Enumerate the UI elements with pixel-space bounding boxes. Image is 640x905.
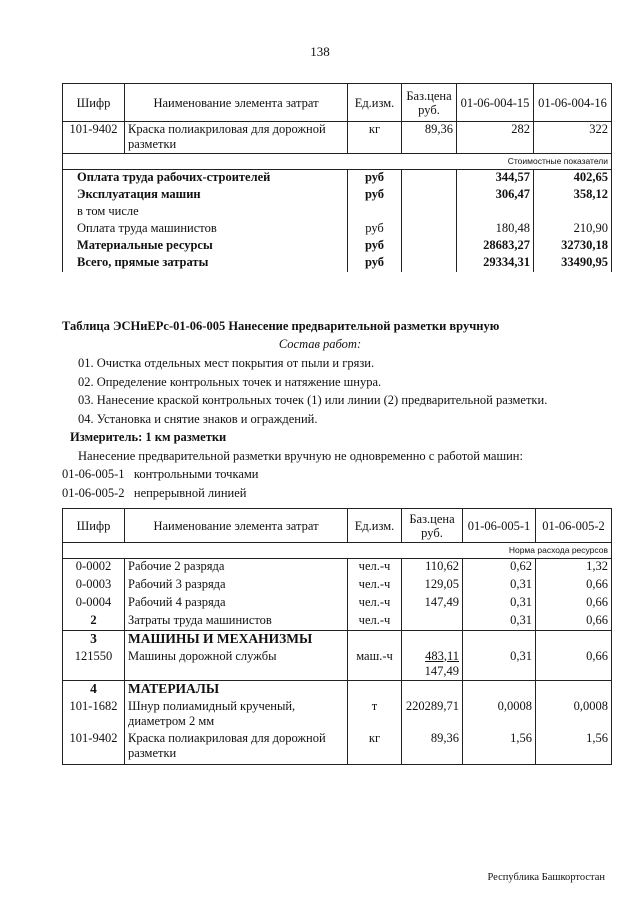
material-unit: кг <box>348 731 402 765</box>
variant-text: контрольными точками <box>133 467 259 481</box>
row-price <box>402 204 457 221</box>
composition-label: Состав работ: <box>278 337 362 351</box>
row-price <box>402 238 457 255</box>
row-v1: 0,31 <box>463 613 536 631</box>
row-unit <box>348 204 402 221</box>
material-unit: т <box>348 699 402 731</box>
material-name: Шнур полиамидный крученый, диаметром 2 мм <box>125 699 348 731</box>
section-title: МАШИНЫ И МЕХАНИЗМЫ <box>125 631 348 649</box>
table-row <box>63 221 612 238</box>
table-row <box>63 170 612 187</box>
row-v2: 0,66 <box>536 577 612 595</box>
item-v2: 322 <box>534 122 612 154</box>
row-v1: 344,57 <box>457 170 534 187</box>
machine-v2: 0,66 <box>536 649 612 681</box>
row-price: 129,05 <box>402 577 463 595</box>
row-unit: руб <box>348 221 402 238</box>
section-code: 3 <box>63 631 125 649</box>
material-v2: 1,56 <box>536 731 612 765</box>
material-v1: 0,0008 <box>463 699 536 731</box>
material-price: 220289,71 <box>402 699 463 731</box>
material-code: 101-9402 <box>63 731 125 765</box>
table-row <box>63 613 612 631</box>
row-price <box>402 187 457 204</box>
item-name: Краска полиакриловая для дорожной разметки <box>125 122 348 154</box>
row-v2: 0,66 <box>536 613 612 631</box>
row-code: 0-0002 <box>63 559 125 577</box>
table-row <box>63 731 612 765</box>
table-row <box>63 559 612 577</box>
row-v2: 358,12 <box>534 187 612 204</box>
row-name: Затраты труда машинистов <box>125 613 348 631</box>
row-price <box>402 170 457 187</box>
table-row <box>63 649 612 681</box>
row-unit: руб <box>348 170 402 187</box>
row-unit: чел.-ч <box>348 613 402 631</box>
machine-price-bottom: 147,49 <box>424 663 459 678</box>
measure: Измеритель: 1 км разметки <box>70 430 227 444</box>
footer-region: Республика Башкортостан <box>487 872 605 883</box>
row-name: Рабочие 2 разряда <box>125 559 348 577</box>
row-v2 <box>534 204 612 221</box>
material-v2: 0,0008 <box>536 699 612 731</box>
row-v1: 29334,31 <box>457 255 534 272</box>
row-price: 110,62 <box>402 559 463 577</box>
cost-table-1 <box>62 83 612 272</box>
row-unit: чел.-ч <box>348 577 402 595</box>
machine-name: Машины дорожной службы <box>125 649 348 681</box>
machine-price <box>402 649 463 681</box>
row-price <box>402 613 463 631</box>
variant-code: 01-06-005-1 <box>62 467 125 481</box>
section-title: Таблица ЭСНиЕРс-01-06-005 Нанесение предварительной разметки вручную <box>62 319 500 333</box>
row-unit: руб <box>348 238 402 255</box>
header-name: Наименование элемента затрат <box>125 509 348 543</box>
row-unit: чел.-ч <box>348 559 402 577</box>
materials-section-row <box>63 681 612 699</box>
table2-subheader: Норма расхода ресурсов <box>63 543 612 559</box>
table1-subheader: Стоимостные показатели <box>63 154 612 170</box>
row-v1: 28683,27 <box>457 238 534 255</box>
row-price: 147,49 <box>402 595 463 613</box>
table-row <box>63 577 612 595</box>
material-v1: 1,56 <box>463 731 536 765</box>
variant-text: непрерывной линией <box>133 486 247 500</box>
table-row <box>63 122 612 154</box>
item-price: 89,36 <box>402 122 457 154</box>
header-unit: Ед.изм. <box>348 509 402 543</box>
row-v2: 210,90 <box>534 221 612 238</box>
table-row <box>63 699 612 731</box>
table-row <box>63 595 612 613</box>
table-row <box>63 187 612 204</box>
row-v1: 306,47 <box>457 187 534 204</box>
row-name: Материальные ресурсы <box>63 238 348 255</box>
row-name: Эксплуатация машин <box>63 187 348 204</box>
row-v2: 402,65 <box>534 170 612 187</box>
row-code: 2 <box>63 613 125 631</box>
row-v2: 33490,95 <box>534 255 612 272</box>
header-base-price: Баз.цена руб. <box>402 509 463 543</box>
row-name: Рабочий 4 разряда <box>125 595 348 613</box>
header-code: Шифр <box>63 84 125 122</box>
step-3: 03. Нанесение краской контрольных точек (1) или линии (2) предварительной разметки. <box>78 393 548 407</box>
row-name: Оплата труда рабочих-строителей <box>63 170 348 187</box>
header-base-price: Баз.цена руб. <box>402 84 457 122</box>
header-col2: 01-06-005-2 <box>536 509 612 543</box>
row-v1 <box>457 204 534 221</box>
row-v1: 0,31 <box>463 577 536 595</box>
machine-price-top: 483,11 <box>425 648 459 663</box>
variant-code: 01-06-005-2 <box>62 486 125 500</box>
machine-v1: 0,31 <box>463 649 536 681</box>
row-price <box>402 255 457 272</box>
header-col1: 01-06-004-15 <box>457 84 534 122</box>
row-unit: руб <box>348 255 402 272</box>
step-4: 04. Установка и снятие знаков и ограждений. <box>78 412 318 426</box>
row-v2: 32730,18 <box>534 238 612 255</box>
material-name: Краска полиакриловая для дорожной разметки <box>125 731 348 765</box>
cost-table-2 <box>62 508 612 765</box>
machines-section-row <box>63 631 612 649</box>
row-v2: 1,32 <box>536 559 612 577</box>
header-col2: 01-06-004-16 <box>534 84 612 122</box>
row-v2: 0,66 <box>536 595 612 613</box>
row-unit: руб <box>348 187 402 204</box>
row-v1: 0,31 <box>463 595 536 613</box>
item-code: 101-9402 <box>63 122 125 154</box>
row-name: Оплата труда машинистов <box>63 221 348 238</box>
note: Нанесение предварительной разметки вручную не одновременно с работой машин: <box>78 449 523 463</box>
material-code: 101-1682 <box>63 699 125 731</box>
header-unit: Ед.изм. <box>348 84 402 122</box>
table-row <box>63 204 612 221</box>
header-name: Наименование элемента затрат <box>125 84 348 122</box>
machine-code: 121550 <box>63 649 125 681</box>
row-name: в том числе <box>63 204 348 221</box>
section-title: МАТЕРИАЛЫ <box>125 681 348 699</box>
section-code: 4 <box>63 681 125 699</box>
row-code: 0-0003 <box>63 577 125 595</box>
table-row <box>63 255 612 272</box>
row-unit: чел.-ч <box>348 595 402 613</box>
row-code: 0-0004 <box>63 595 125 613</box>
variant-2 <box>62 486 246 501</box>
material-price: 89,36 <box>402 731 463 765</box>
table-row <box>63 238 612 255</box>
header-code: Шифр <box>63 509 125 543</box>
page-number: 138 <box>310 44 330 59</box>
row-name: Рабочий 3 разряда <box>125 577 348 595</box>
item-v1: 282 <box>457 122 534 154</box>
step-1: 01. Очистка отдельных мест покрытия от пыли и грязи. <box>78 356 375 370</box>
row-v1: 0,62 <box>463 559 536 577</box>
row-price <box>402 221 457 238</box>
item-unit: кг <box>348 122 402 154</box>
header-col1: 01-06-005-1 <box>463 509 536 543</box>
variant-1 <box>62 467 259 482</box>
row-name: Всего, прямые затраты <box>63 255 348 272</box>
step-2: 02. Определение контрольных точек и натяжение шнура. <box>78 375 382 389</box>
machine-unit: маш.-ч <box>348 649 402 681</box>
row-v1: 180,48 <box>457 221 534 238</box>
